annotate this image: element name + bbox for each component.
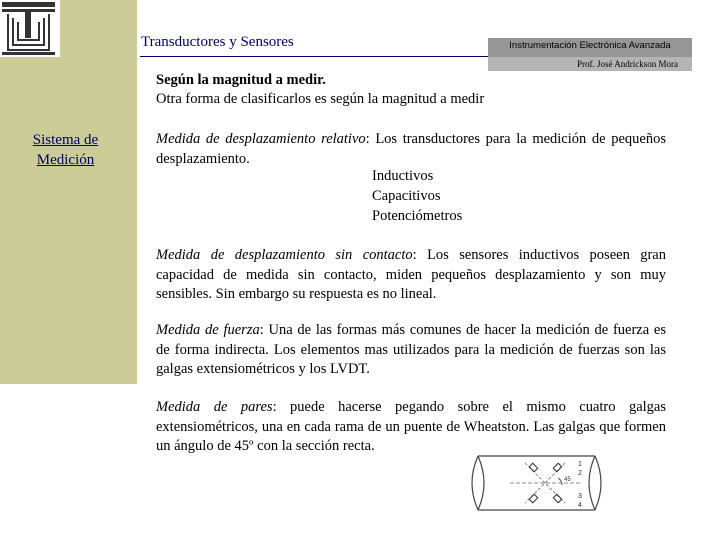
sistema-de-medicion-link[interactable]: Sistema de Medición xyxy=(32,132,99,168)
header-info-bar xyxy=(488,38,692,71)
angle-label: 45 xyxy=(564,477,571,483)
page-title: Transductores y Sensores xyxy=(141,34,294,50)
list-item: Capacitivos xyxy=(372,188,441,204)
list-item: Inductivos xyxy=(372,168,434,184)
course-name: Instrumentación Electrónica Avanzada xyxy=(509,40,671,51)
term: Medida de pares xyxy=(156,399,273,415)
gauge-label-4: 4 xyxy=(578,502,582,509)
paragraph-desplazamiento-relativo xyxy=(156,130,666,169)
paragraph-text: : Los transductores para la medición de pequeños desplazamiento. xyxy=(156,131,666,167)
section-heading: Según la magnitud a medir. xyxy=(156,72,326,88)
gauge-label-3: 3 xyxy=(578,493,582,500)
list-item: Potenciómetros xyxy=(372,208,463,224)
logo xyxy=(0,0,60,57)
transducer-list xyxy=(372,166,462,226)
gauge-label-1: 1 xyxy=(578,461,582,468)
institution-logo-icon xyxy=(0,0,60,57)
paragraph-text: : Los sensores inductivos poseen gran capacidad de medida sin contacto, miden pequeños desplazamiento y son muy sensibles. Sin embargo su respuesta es no lineal. xyxy=(156,247,666,302)
paragraph-fuerza xyxy=(156,321,666,380)
gauge-label-2: 2 xyxy=(578,470,582,477)
term: Medida de fuerza xyxy=(156,322,260,338)
paragraph-sin-contacto xyxy=(156,246,666,305)
paragraph-text: : puede hacerse pegando sobre el mismo cuatro galgas extensiométricos, una en cada rama de un puente de Wheatston. Las galgas que formen un ángulo de 45º con la sección recta. xyxy=(156,399,666,454)
term: Medida de desplazamiento sin contacto xyxy=(156,247,413,263)
strain-gauge-shaft-diagram xyxy=(470,448,620,533)
sidebar xyxy=(0,0,137,384)
intro-text: Otra forma de clasificarlos es según la magnitud a medir xyxy=(156,91,485,107)
paragraph-text: : Una de las formas más comunes de hacer la medición de fuerza es de forma indirecta. Los elementos mas utilizados para la medición de fuerzas son las galgas extensiométricos y los LVDT. xyxy=(156,322,666,377)
term: Medida de desplazamiento relativo xyxy=(156,131,366,147)
author-name: Prof. José Andrickson Mora xyxy=(488,57,692,71)
